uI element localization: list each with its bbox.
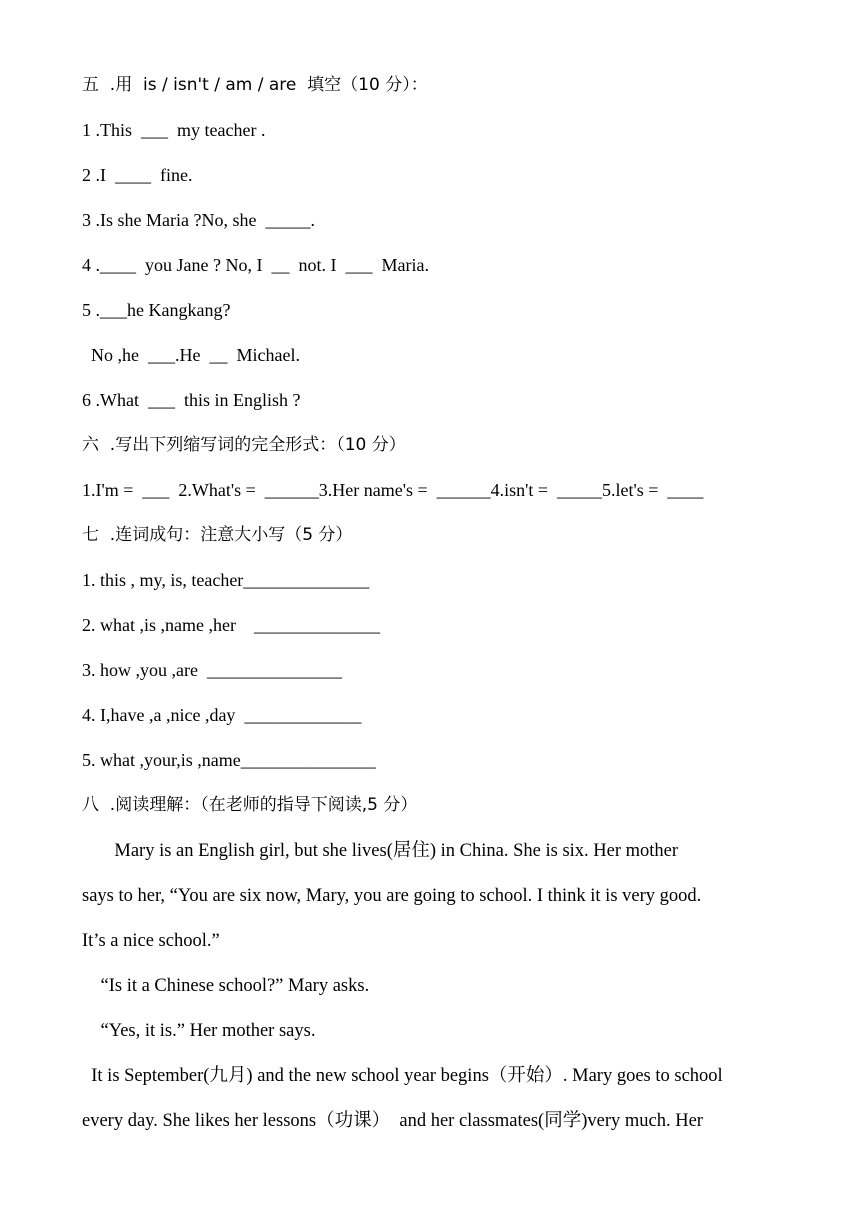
reading-passage-line-1: Mary is an English girl, but she lives(居住) in China. She is six. Her mother	[82, 841, 679, 861]
section-5-item-6: 6 .What ___ this in English ?	[82, 390, 301, 410]
reading-passage-line-2: says to her, “You are six now, Mary, you are going to school. I think it is very good.	[82, 886, 702, 906]
reading-passage-line-6: It is September(九月) and the new school year begins（开始）. Mary goes to school	[82, 1066, 723, 1086]
section-7-item-5: 5. what ,your,is ,name_______________	[82, 750, 376, 770]
section-8-heading: 八 .阅读理解：（在老师的指导下阅读,5 分）	[82, 795, 418, 815]
section-5-item-2: 2 .I ____ fine.	[82, 165, 193, 185]
section-5-heading: 五 .用 is / isn't / am / are 填空（10 分）：	[82, 75, 428, 95]
section-5-item-1: 1 .This ___ my teacher .	[82, 120, 266, 140]
reading-passage-line-7: every day. She likes her lessons（功课） and her classmates(同学)very much. Her	[82, 1111, 703, 1131]
section-7-item-4: 4. I,have ,a ,nice ,day _____________	[82, 705, 362, 725]
section-6-heading: 六 .写出下列缩写词的完全形式：（10 分）	[82, 435, 406, 455]
section-7-heading: 七 .连词成句：注意大小写（5 分）	[82, 525, 353, 545]
section-7-item-1: 1. this , my, is, teacher______________	[82, 570, 370, 590]
section-6-contractions: 1.I'm = ___ 2.What's = ______3.Her name's = ______4.isn't = _____5.let's = ____	[82, 480, 704, 500]
section-5-item-4: 4 .____ you Jane ? No, I __ not. I ___ Maria.	[82, 255, 429, 275]
section-7-item-2: 2. what ,is ,name ,her ______________	[82, 615, 380, 635]
section-5-item-3: 3 .Is she Maria ?No, she _____.	[82, 210, 315, 230]
reading-passage-line-4: “Is it a Chinese school?” Mary asks.	[82, 976, 370, 996]
section-5-item-5-answer: No ,he ___.He __ Michael.	[82, 345, 300, 365]
reading-passage-line-3: It’s a nice school.”	[82, 931, 220, 951]
section-7-item-3: 3. how ,you ,are _______________	[82, 660, 342, 680]
reading-passage-line-5: “Yes, it is.” Her mother says.	[82, 1021, 316, 1041]
section-5-item-5: 5 .___he Kangkang?	[82, 300, 231, 320]
